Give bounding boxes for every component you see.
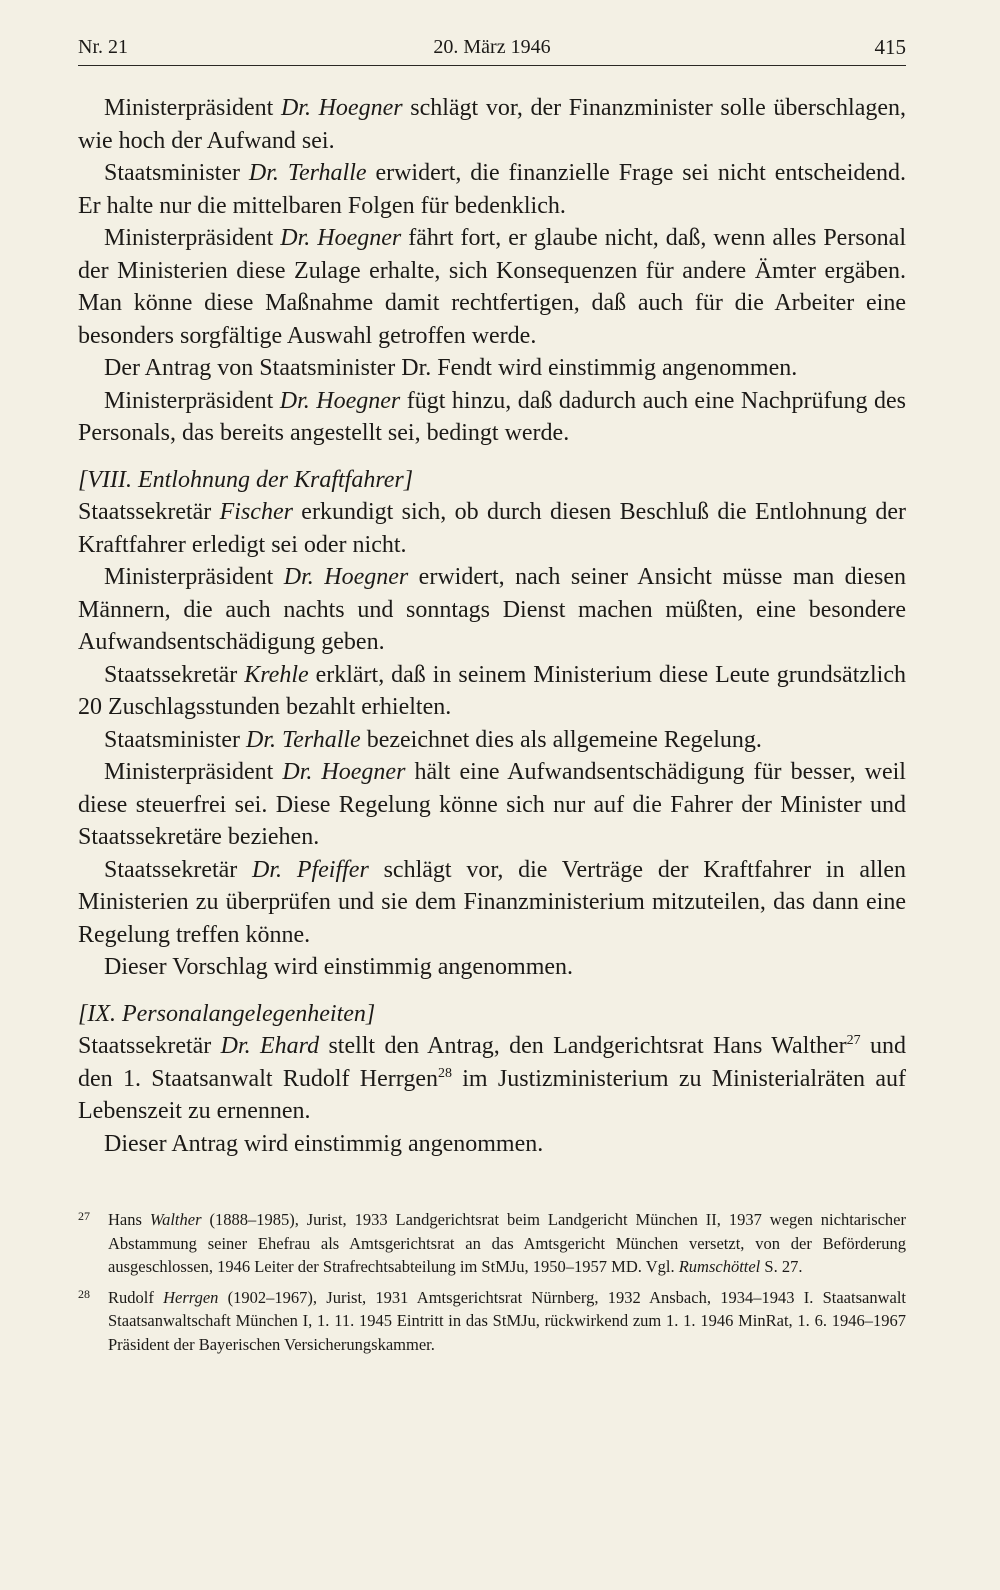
section-heading: [VIII. Entlohnung der Kraftfahrer] <box>78 466 414 493</box>
header-rule <box>78 65 906 66</box>
footnote: 27 Hans Walther (1888–1985), Jurist, 1933 Landgerichtsrat beim Landgericht München II, 1937 wegen nichtarischer Abstammung seiner Ehefrau als Amtsgerichtsrat an das Amtsgericht München versetzt, von der Beförderung ausgeschlossen, 1946 Leiter der Strafrechtsabteilung im StMJu, 1950–1957 MD. Vgl. Rumschöttel S. 27. <box>78 1209 907 1276</box>
citation-ref: Rumschöttel <box>678 1257 761 1276</box>
paragraph: Ministerpräsident Dr. Hoegner fügt hinzu, daß dadurch auch eine Nachprüfung des Personals, das bereits angestellt sei, bedingt werde. <box>78 387 906 446</box>
paragraph: Ministerpräsident Dr. Hoegner schlägt vor, der Finanzminister solle überschlagen, wie hoch der Aufwand sei. <box>78 95 906 154</box>
issue-number: Nr. 21 <box>78 36 128 58</box>
speaker-name: Dr. Pfeiffer <box>252 856 369 883</box>
footnote-number: 28 <box>78 1286 90 1301</box>
paragraph: Ministerpräsident Dr. Hoegner erwidert, nach seiner Ansicht müsse man diesen Männern, die auch nachts und sonntags Dienst machen müßten, eine besondere Aufwandsentschädigung geben. <box>78 564 906 655</box>
person-name: Walther <box>149 1210 202 1229</box>
footnote-number: 27 <box>78 1209 90 1223</box>
footnote: 28 Rudolf Herrgen (1902–1967), Jurist, 1931 Amtsgerichtsrat Nürnberg, 1932 Ansbach, 1934–1943 I. Staatsanwalt Staatsanwaltschaft München I, 1. 11. 1945 Eintritt in das StMJu, rückwirkend zum 1. 1. 1946 MinRat, 1. 6. 1946–1967 Präsident der Bayerischen Versicherungskammer. <box>78 1286 906 1354</box>
section-heading: [IX. Personalangelegenheiten] <box>78 1000 376 1027</box>
page-number: 415 <box>874 35 906 59</box>
speaker-name: Dr. Terhalle <box>248 160 367 186</box>
footnote-ref[interactable]: 28 <box>437 1065 452 1081</box>
paragraph: Staatssekretär Dr. Pfeiffer schlägt vor, die Verträge der Kraftfahrer in allen Ministerien zu überprüfen und sie dem Finanzministerium mitzuteilen, das dann eine Regelung treffen könne. <box>78 856 906 948</box>
paragraph: Staatssekretär Fischer erkundigt sich, ob durch diesen Beschluß die Entlohnung der Kraftfahrer erledigt sei oder nicht. <box>78 499 906 558</box>
paragraph: Staatssekretär Krehle erklärt, daß in seinem Ministerium diese Leute grundsätzlich 20 Zuschlagsstunden bezahlt erhielten. <box>78 661 906 720</box>
speaker-name: Dr. Hoegner <box>279 387 401 414</box>
paragraph: Dieser Antrag wird einstimmig angenommen. <box>104 1130 544 1157</box>
speaker-name: Dr. Hoegner <box>282 759 406 785</box>
paragraph: Staatsminister Dr. Terhalle erwidert, die finanzielle Frage sei nicht entscheidend. Er halte nur die mittelbaren Folgen für bedenklich. <box>78 160 907 219</box>
footnote-ref[interactable]: 27 <box>846 1033 861 1048</box>
page-header <box>78 30 906 64</box>
paragraph: Ministerpräsident Dr. Hoegner hält eine Aufwandsentschädigung für besser, weil diese steuerfrei sei. Diese Regelung könne sich nur auf die Fahrer der Minister und Staatssekretäre beziehen. <box>78 759 906 850</box>
speaker-name: Dr. Hoegner <box>280 225 402 251</box>
speaker-name: Dr. Ehard <box>220 1033 320 1059</box>
speaker-name: Dr. Hoegner <box>283 564 409 590</box>
speaker-name: Dr. Hoegner <box>280 95 403 121</box>
footnotes <box>78 1208 906 1363</box>
paragraph: Ministerpräsident Dr. Hoegner fährt fort, er glaube nicht, daß, wenn alles Personal der Ministerien diese Zulage erhalte, sich Konsequenzen für andere Ämter ergäben. Man könne diese Maßnahme damit rechtfertigen, daß auch für die Arbeiter eine besonders sorgfältige Auswahl getroffen werde. <box>78 225 906 349</box>
paragraph: Der Antrag von Staatsminister Dr. Fendt wird einstimmig angenommen. <box>104 355 798 381</box>
main-text <box>78 92 906 1160</box>
speaker-name: Fischer <box>219 499 293 525</box>
header-date: 20. März 1946 <box>433 36 551 58</box>
speaker-name: Dr. Terhalle <box>245 726 361 753</box>
person-name: Herrgen <box>163 1287 219 1307</box>
speaker-name: Krehle <box>244 661 309 688</box>
paragraph: Staatssekretär Dr. Ehard stellt den Antrag, den Landgerichtsrat Hans Walther$^{27}$ und den 1. Staatsanwalt Rudolf Herrgen$^{28}$ im Justizministerium zu Ministerialräten auf Lebenszeit zu ernennen. <box>78 1033 907 1124</box>
paragraph: Dieser Vorschlag wird einstimmig angenommen. <box>104 954 574 980</box>
paragraph: Staatsminister Dr. Terhalle bezeichnet dies als allgemeine Regelung. <box>104 726 762 753</box>
